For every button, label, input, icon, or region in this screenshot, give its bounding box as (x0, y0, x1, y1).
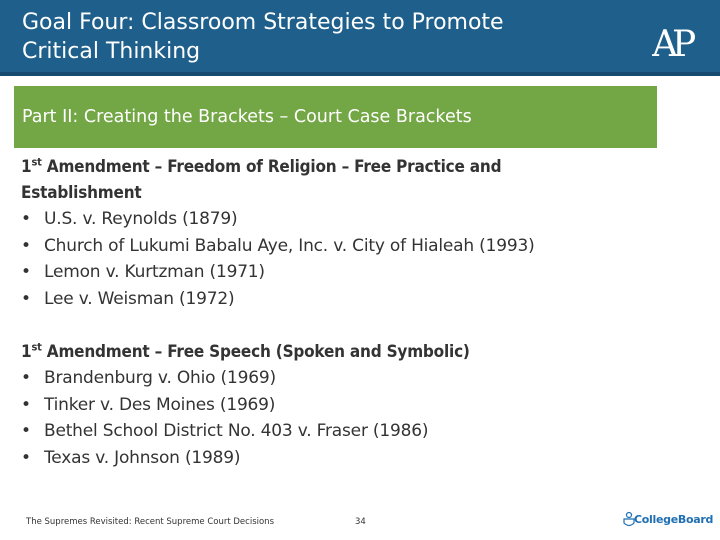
list-item: • Tinker v. Des Moines (1969) (21, 392, 661, 419)
bullet-icon: • (21, 235, 31, 256)
religion-section (21, 154, 661, 312)
list-item: • Brandenburg v. Ohio (1969) (21, 365, 661, 392)
footer-text: The Supremes Revisited: Recent Supreme Court Decisions (26, 517, 274, 527)
bullet-icon: • (21, 262, 31, 282)
svg-text:AP: AP (652, 24, 691, 64)
title-line-2: Critical Thinking (22, 39, 201, 64)
list-item: • Lemon v. Kurtzman (1971) (21, 259, 661, 286)
bullet-icon: • (21, 288, 31, 309)
ap-logo (652, 24, 704, 64)
case-list (21, 206, 661, 312)
banner-text: Part II: Creating the Brackets – Court Case Brackets (22, 107, 472, 127)
title-line-1: Goal Four: Classroom Strategies to Promote (22, 10, 504, 35)
list-item: • Texas v. Johnson (1989) (21, 445, 661, 472)
case-list (21, 365, 661, 471)
list-item: • U.S. v. Reynolds (1879) (21, 206, 661, 233)
list-item: • Bethel School District No. 403 v. Fraser (1986) (21, 418, 661, 445)
bullet-icon: • (21, 421, 31, 441)
slide-header (0, 0, 720, 76)
page-number: 34 (355, 517, 366, 527)
section-heading: 1st Amendment – Freedom of Religion – Free Practice and Establishment (21, 155, 502, 203)
section-heading: 1st Amendment – Free Speech (Spoken and Symbolic) (21, 340, 470, 362)
college-board-text: CollegeBoard (634, 513, 714, 526)
bullet-icon: • (21, 368, 31, 388)
bullet-icon: • (21, 394, 31, 415)
bullet-icon: • (21, 447, 31, 468)
college-board-logo (622, 510, 714, 530)
list-item: • Lee v. Weisman (1972) (21, 286, 661, 313)
bullet-icon: • (21, 209, 31, 229)
list-item: • Church of Lukumi Babalu Aye, Inc. v. City of Hialeah (1993) (21, 233, 661, 260)
speech-section (21, 339, 661, 471)
slide-title (22, 8, 622, 66)
section-banner (14, 86, 657, 148)
header-rule (0, 72, 720, 76)
